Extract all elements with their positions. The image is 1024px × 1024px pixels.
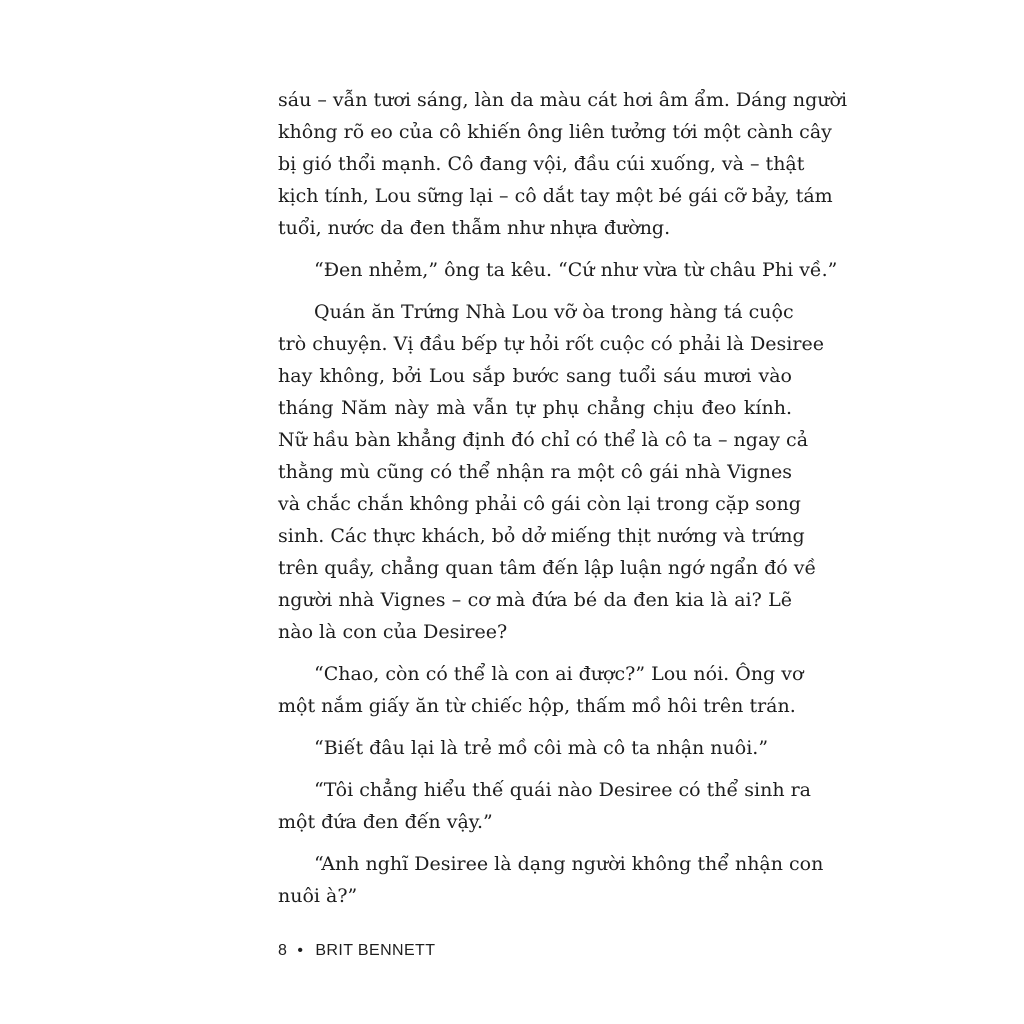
paragraph xyxy=(278,848,824,912)
text-line: “Chao, còn có thể là con ai được?” Lou nói. Ông vơ xyxy=(314,663,804,685)
paragraph-gap xyxy=(278,764,792,774)
paragraph-gap xyxy=(278,838,792,848)
paragraph xyxy=(278,658,804,722)
paragraph-gap xyxy=(278,286,792,296)
text-line: một nắm giấy ăn từ chiếc hộp, thấm mồ hôi trên trán. xyxy=(278,695,796,717)
paragraph-gap xyxy=(278,244,792,254)
text-line: hay không, bởi Lou sắp bước sang tuổi sáu mươi vào xyxy=(278,365,792,387)
running-footer xyxy=(278,942,435,960)
text-line: sáu – vẫn tươi sáng, làn da màu cát hơi âm ẩm. Dáng người xyxy=(278,89,848,111)
text-line: “Đen nhẻm,” ông ta kêu. “Cứ như vừa từ châu Phi về.” xyxy=(314,259,838,281)
text-line: “Biết đâu lại là trẻ mồ côi mà cô ta nhận nuôi.” xyxy=(314,737,769,759)
text-line: Quán ăn Trứng Nhà Lou vỡ òa trong hàng tá cuộc xyxy=(314,301,794,323)
text-line: người nhà Vignes – cơ mà đứa bé da đen kia là ai? Lẽ xyxy=(278,589,792,611)
paragraph xyxy=(278,254,838,286)
text-line: tháng Năm này mà vẫn tự phụ chẳng chịu đeo kính. xyxy=(278,397,792,419)
paragraph-gap xyxy=(278,648,792,658)
text-line: thằng mù cũng có thể nhận ra một cô gái nhà Vignes xyxy=(278,461,792,483)
text-line: kịch tính, Lou sững lại – cô dắt tay một bé gái cỡ bảy, tám xyxy=(278,185,833,207)
text-line: và chắc chắn không phải cô gái còn lại trong cặp song xyxy=(278,493,801,515)
paragraph xyxy=(278,732,792,764)
text-line: bị gió thổi mạnh. Cô đang vội, đầu cúi xuống, và – thật xyxy=(278,153,805,175)
text-line: Nữ hầu bàn khẳng định đó chỉ có thể là cô ta – ngay cả xyxy=(278,429,809,451)
text-line: trò chuyện. Vị đầu bếp tự hỏi rốt cuộc có phải là Desiree xyxy=(278,333,824,355)
text-line: nào là con của Desiree? xyxy=(278,621,508,643)
text-line: nuôi à?” xyxy=(278,885,358,907)
text-line: trên quầy, chẳng quan tâm đến lập luận ngớ ngẩn đó về xyxy=(278,557,817,579)
text-line: “Anh nghĩ Desiree là dạng người không thể nhận con xyxy=(314,853,824,875)
footer-bullet: • xyxy=(297,942,304,959)
text-line: tuổi, nước da đen thẫm như nhựa đường. xyxy=(278,217,671,239)
text-line: “Tôi chẳng hiểu thế quái nào Desiree có thể sinh ra xyxy=(314,779,812,801)
body-text xyxy=(278,84,848,912)
paragraph xyxy=(278,296,824,648)
page-number: 8 xyxy=(278,942,288,959)
paragraph xyxy=(278,84,848,244)
text-line: một đứa đen đến vậy.” xyxy=(278,811,493,833)
paragraph-gap xyxy=(278,722,792,732)
author-name: BRIT BENNETT xyxy=(315,942,436,959)
text-line: không rõ eo của cô khiến ông liên tưởng tới một cành cây xyxy=(278,121,832,143)
text-line: sinh. Các thực khách, bỏ dở miếng thịt nướng và trứng xyxy=(278,525,805,547)
paragraph xyxy=(278,774,812,838)
